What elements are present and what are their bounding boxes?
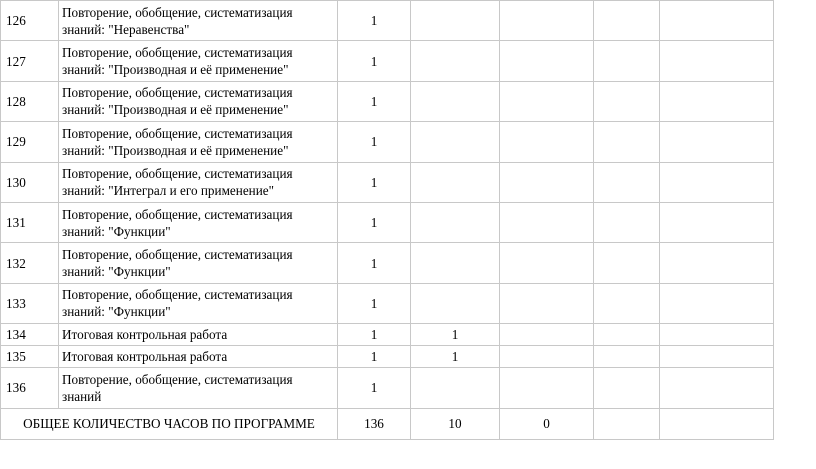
lesson-practical <box>500 162 594 202</box>
empty-cell <box>594 81 660 121</box>
total-row <box>1 408 774 439</box>
lesson-topic <box>59 283 338 323</box>
lesson-number: 136 <box>1 368 59 408</box>
lesson-practical <box>500 81 594 121</box>
lesson-test <box>411 162 500 202</box>
lesson-topic-line: знаний: "Функции" <box>62 223 171 239</box>
table-row <box>1 346 774 368</box>
table-body <box>1 1 774 409</box>
lesson-hours: 1 <box>338 368 411 408</box>
lesson-practical <box>500 1 594 41</box>
lesson-topic <box>59 324 338 346</box>
empty-cell <box>594 368 660 408</box>
lesson-topic-line: Повторение, обобщение, систематизация <box>62 371 293 387</box>
lesson-number: 132 <box>1 243 59 283</box>
table-row <box>1 324 774 346</box>
empty-cell <box>594 1 660 41</box>
lesson-number: 134 <box>1 324 59 346</box>
empty-cell <box>660 122 774 162</box>
empty-cell <box>594 283 660 323</box>
lesson-test <box>411 81 500 121</box>
lesson-hours: 1 <box>338 122 411 162</box>
empty-cell <box>660 202 774 242</box>
table-row <box>1 243 774 283</box>
lesson-hours: 1 <box>338 243 411 283</box>
lesson-test <box>411 368 500 408</box>
empty-cell <box>594 324 660 346</box>
total-practical: 0 <box>500 408 594 439</box>
lesson-hours: 1 <box>338 1 411 41</box>
empty-cell <box>660 283 774 323</box>
empty-cell <box>660 81 774 121</box>
total-empty-cell <box>660 408 774 439</box>
table-row <box>1 283 774 323</box>
lesson-topic-line: знаний: "Неравенства" <box>62 21 190 37</box>
lesson-topic <box>59 346 338 368</box>
lesson-test <box>411 1 500 41</box>
lesson-topic-line: Итоговая контрольная работа <box>62 349 228 365</box>
empty-cell <box>594 41 660 81</box>
table-row <box>1 122 774 162</box>
lesson-topic <box>59 122 338 162</box>
table-footer <box>1 408 774 439</box>
empty-cell <box>660 41 774 81</box>
lesson-number: 126 <box>1 1 59 41</box>
lesson-test <box>411 122 500 162</box>
lesson-topic-line: знаний: "Производная и её применение" <box>62 142 289 158</box>
lesson-hours: 1 <box>338 346 411 368</box>
lesson-topic-line: Повторение, обобщение, систематизация <box>62 45 293 61</box>
lesson-topic-line: знаний: "Функции" <box>62 304 171 320</box>
total-hours: 136 <box>338 408 411 439</box>
lesson-number: 128 <box>1 81 59 121</box>
empty-cell <box>594 162 660 202</box>
table-row <box>1 368 774 408</box>
lesson-test <box>411 202 500 242</box>
lesson-topic <box>59 1 338 41</box>
empty-cell <box>594 122 660 162</box>
lesson-topic-line: Повторение, обобщение, систематизация <box>62 85 293 101</box>
lesson-practical <box>500 368 594 408</box>
lesson-number: 131 <box>1 202 59 242</box>
table-row <box>1 41 774 81</box>
lesson-hours: 1 <box>338 162 411 202</box>
total-tests: 10 <box>411 408 500 439</box>
lesson-hours: 1 <box>338 41 411 81</box>
empty-cell <box>660 346 774 368</box>
empty-cell <box>594 346 660 368</box>
lesson-topic-line: знаний <box>62 388 102 404</box>
lesson-test <box>411 283 500 323</box>
lesson-practical <box>500 283 594 323</box>
lesson-topic-line: Повторение, обобщение, систематизация <box>62 206 293 222</box>
total-empty-cell <box>594 408 660 439</box>
lesson-topic <box>59 368 338 408</box>
lesson-practical <box>500 324 594 346</box>
empty-cell <box>660 368 774 408</box>
lesson-test <box>411 41 500 81</box>
table-row <box>1 162 774 202</box>
total-label: ОБЩЕЕ КОЛИЧЕСТВО ЧАСОВ ПО ПРОГРАММЕ <box>1 408 338 439</box>
lesson-topic-line: Итоговая контрольная работа <box>62 327 228 343</box>
table-row <box>1 1 774 41</box>
lesson-test: 1 <box>411 324 500 346</box>
lesson-topic <box>59 243 338 283</box>
lesson-topic-line: Повторение, обобщение, систематизация <box>62 4 293 20</box>
lesson-topic-line: Повторение, обобщение, систематизация <box>62 166 293 182</box>
lesson-number: 129 <box>1 122 59 162</box>
lesson-topic-line: Повторение, обобщение, систематизация <box>62 125 293 141</box>
lesson-topic-line: Повторение, обобщение, систематизация <box>62 287 293 303</box>
lesson-topic-line: знаний: "Производная и её применение" <box>62 62 289 78</box>
lesson-practical <box>500 202 594 242</box>
table-row <box>1 81 774 121</box>
lesson-practical <box>500 243 594 283</box>
lesson-hours: 1 <box>338 283 411 323</box>
lesson-hours: 1 <box>338 202 411 242</box>
lesson-topic-line: Повторение, обобщение, систематизация <box>62 247 293 263</box>
lesson-practical <box>500 346 594 368</box>
lesson-number: 127 <box>1 41 59 81</box>
table-row <box>1 202 774 242</box>
empty-cell <box>594 243 660 283</box>
lesson-number: 130 <box>1 162 59 202</box>
lesson-hours: 1 <box>338 81 411 121</box>
lesson-number: 135 <box>1 346 59 368</box>
lesson-practical <box>500 122 594 162</box>
lesson-test <box>411 243 500 283</box>
lesson-topic <box>59 162 338 202</box>
empty-cell <box>660 243 774 283</box>
lesson-practical <box>500 41 594 81</box>
empty-cell <box>660 1 774 41</box>
empty-cell <box>660 162 774 202</box>
lesson-number: 133 <box>1 283 59 323</box>
empty-cell <box>594 202 660 242</box>
lesson-hours: 1 <box>338 324 411 346</box>
lesson-topic <box>59 41 338 81</box>
lesson-test: 1 <box>411 346 500 368</box>
lesson-topic <box>59 202 338 242</box>
empty-cell <box>660 324 774 346</box>
lesson-topic-line: знаний: "Интеграл и его применение" <box>62 183 275 199</box>
lesson-topic-line: знаний: "Производная и её применение" <box>62 102 289 118</box>
lesson-topic <box>59 81 338 121</box>
lesson-topic-line: знаний: "Функции" <box>62 264 171 280</box>
